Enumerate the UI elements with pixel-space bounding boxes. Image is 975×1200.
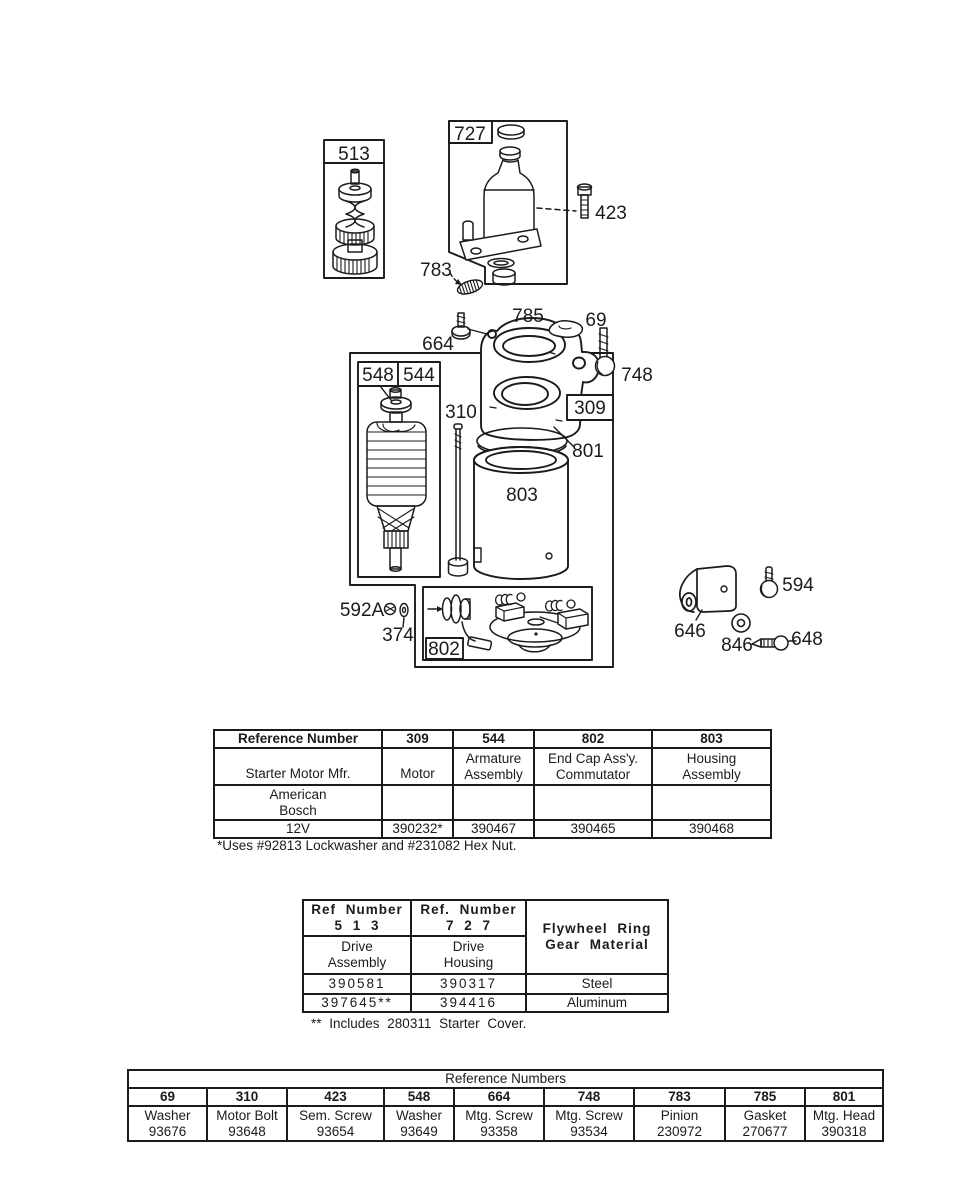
cell-starter-motor-mfr: Starter Motor Mfr. xyxy=(214,748,382,785)
cell-drive-housing-number: 394416 xyxy=(411,994,526,1012)
callout-783: 783 xyxy=(420,260,452,281)
cell-empty xyxy=(534,785,652,820)
part-name: Washer xyxy=(144,1107,191,1123)
cell-line: Bosch xyxy=(279,802,317,818)
cell-line: Commutator xyxy=(555,766,631,782)
cell-armature-assembly xyxy=(453,748,534,785)
drive-housing-727-group xyxy=(449,121,567,285)
callout-846: 846 xyxy=(721,635,753,656)
cell-housing-assembly xyxy=(652,748,771,785)
cell-drive-assembly xyxy=(303,936,411,974)
bracket-646 xyxy=(680,566,736,620)
col-header-423: 423 xyxy=(287,1088,384,1106)
cell-motor-part-number: 390232* xyxy=(382,820,453,838)
callout-374: 374 xyxy=(382,625,414,646)
washer-69 xyxy=(549,321,582,337)
col-header-801: 801 xyxy=(805,1088,883,1106)
screw-423 xyxy=(537,184,592,218)
cell-american-bosch xyxy=(214,785,382,820)
screw-648 xyxy=(752,636,796,650)
cell-end-cap-assy xyxy=(534,748,652,785)
reference-numbers-table xyxy=(127,1069,884,1142)
mounting-head-309 xyxy=(481,318,599,440)
part-name: Pinion xyxy=(660,1107,699,1123)
cell-line: Housing xyxy=(686,750,737,766)
pinion-783 xyxy=(450,273,484,297)
cell-part-423 xyxy=(287,1106,384,1141)
screw-664 xyxy=(452,313,487,339)
callout-648: 648 xyxy=(791,629,823,650)
screw-748 xyxy=(596,328,615,376)
housing-803 xyxy=(474,447,568,579)
cell-part-748 xyxy=(544,1106,634,1141)
col-header-544: 544 xyxy=(453,730,534,748)
col-header-ref-513 xyxy=(303,900,411,936)
part-name: Motor Bolt xyxy=(216,1107,278,1123)
cell-housing-part-number: 390468 xyxy=(652,820,771,838)
cell-empty xyxy=(652,785,771,820)
cell-line: American xyxy=(269,786,327,802)
drive-table xyxy=(302,899,669,1013)
callout-513: 513 xyxy=(338,144,370,165)
part-name: Mtg. Screw xyxy=(465,1107,533,1123)
cell-line: Gear Material xyxy=(545,937,649,952)
callout-803: 803 xyxy=(506,485,538,506)
callout-594: 594 xyxy=(782,575,814,596)
col-header-flywheel-ring-gear xyxy=(526,900,668,974)
cell-drive-assembly-number: 390581 xyxy=(303,974,411,994)
col-header-ref-727 xyxy=(411,900,526,936)
part-number: 93534 xyxy=(570,1123,608,1139)
washer-846 xyxy=(732,614,750,632)
small-parts-592a-374 xyxy=(385,604,409,628)
part-name: Gasket xyxy=(743,1107,787,1123)
callout-748: 748 xyxy=(621,365,653,386)
callout-309: 309 xyxy=(574,398,606,419)
part-number: 93654 xyxy=(316,1123,355,1139)
part-number: 93649 xyxy=(400,1123,438,1139)
cell-gear-material: Aluminum xyxy=(526,994,668,1012)
col-header-310: 310 xyxy=(207,1088,287,1106)
starter-motor-table xyxy=(213,729,772,839)
cell-line: 7 2 7 xyxy=(445,918,492,933)
col-header-748: 748 xyxy=(544,1088,634,1106)
part-name: Mtg. Head xyxy=(812,1107,876,1123)
cell-part-783 xyxy=(634,1106,725,1141)
cell-part-801 xyxy=(805,1106,883,1141)
drive-table-footnote: ** Includes 280311 Starter Cover. xyxy=(311,1016,527,1031)
col-header-785: 785 xyxy=(725,1088,805,1106)
col-header-803: 803 xyxy=(652,730,771,748)
screw-594 xyxy=(761,567,778,598)
col-header-802: 802 xyxy=(534,730,652,748)
col-header-69: 69 xyxy=(128,1088,207,1106)
cell-line: Assembly xyxy=(464,766,523,782)
cell-line: Housing xyxy=(443,955,494,970)
cell-drive-housing xyxy=(411,936,526,974)
col-header-664: 664 xyxy=(454,1088,544,1106)
cell-line: Armature xyxy=(465,750,522,766)
cell-line: Drive xyxy=(341,938,373,954)
part-name: Mtg. Screw xyxy=(555,1107,623,1123)
cell-line: Ref. Number xyxy=(420,901,517,917)
col-header-309: 309 xyxy=(382,730,453,748)
cell-line: 5 1 3 xyxy=(334,918,380,933)
armature-548-544-group xyxy=(358,362,440,577)
cell-empty xyxy=(382,785,453,820)
part-number: 93676 xyxy=(148,1123,187,1139)
callout-801: 801 xyxy=(572,441,604,462)
reference-numbers-title: Reference Numbers xyxy=(128,1070,883,1088)
cell-line: Ref Number xyxy=(311,901,403,917)
cell-12v: 12V xyxy=(214,820,382,838)
cell-part-548 xyxy=(384,1106,454,1141)
cell-line: End Cap Ass'y. xyxy=(547,750,639,766)
col-header-783: 783 xyxy=(634,1088,725,1106)
motor-bolt-310 xyxy=(449,424,468,576)
cell-motor: Motor xyxy=(382,748,453,785)
cell-line: Flywheel Ring xyxy=(542,920,652,936)
cell-end-cap-part-number: 390465 xyxy=(534,820,652,838)
callout-310: 310 xyxy=(445,402,477,423)
part-number: 270677 xyxy=(742,1123,788,1139)
part-number: 390318 xyxy=(821,1123,867,1139)
callout-544: 544 xyxy=(403,365,435,386)
cell-part-310 xyxy=(207,1106,287,1141)
callout-785: 785 xyxy=(512,306,544,327)
cell-part-785 xyxy=(725,1106,805,1141)
part-number: 93648 xyxy=(228,1123,266,1139)
callout-727: 727 xyxy=(454,124,486,145)
cell-line: Drive xyxy=(452,938,485,954)
cell-drive-assembly-number: 397645** xyxy=(303,994,411,1012)
callout-802: 802 xyxy=(428,639,460,660)
col-header-548: 548 xyxy=(384,1088,454,1106)
callout-548: 548 xyxy=(362,365,394,386)
part-number: 230972 xyxy=(656,1123,703,1139)
callout-423: 423 xyxy=(595,203,627,224)
callout-646: 646 xyxy=(674,621,706,642)
cell-empty xyxy=(453,785,534,820)
part-number: 93358 xyxy=(480,1123,518,1139)
cell-line: Assembly xyxy=(327,955,387,970)
cell-line: Assembly xyxy=(682,766,741,782)
callout-664: 664 xyxy=(422,334,454,355)
cell-gear-material: Steel xyxy=(526,974,668,994)
cell-drive-housing-number: 390317 xyxy=(411,974,526,994)
cell-part-69 xyxy=(128,1106,207,1141)
callout-69: 69 xyxy=(585,310,607,331)
col-header-reference-number: Reference Number xyxy=(214,730,382,748)
starter-table-footnote: *Uses #92813 Lockwasher and #231082 Hex Nut. xyxy=(217,838,517,853)
cell-part-664 xyxy=(454,1106,544,1141)
part-name: Washer xyxy=(395,1107,442,1123)
cell-armature-part-number: 390467 xyxy=(453,820,534,838)
part-name: Sem. Screw xyxy=(299,1107,372,1123)
callout-592a: 592A xyxy=(339,600,385,621)
